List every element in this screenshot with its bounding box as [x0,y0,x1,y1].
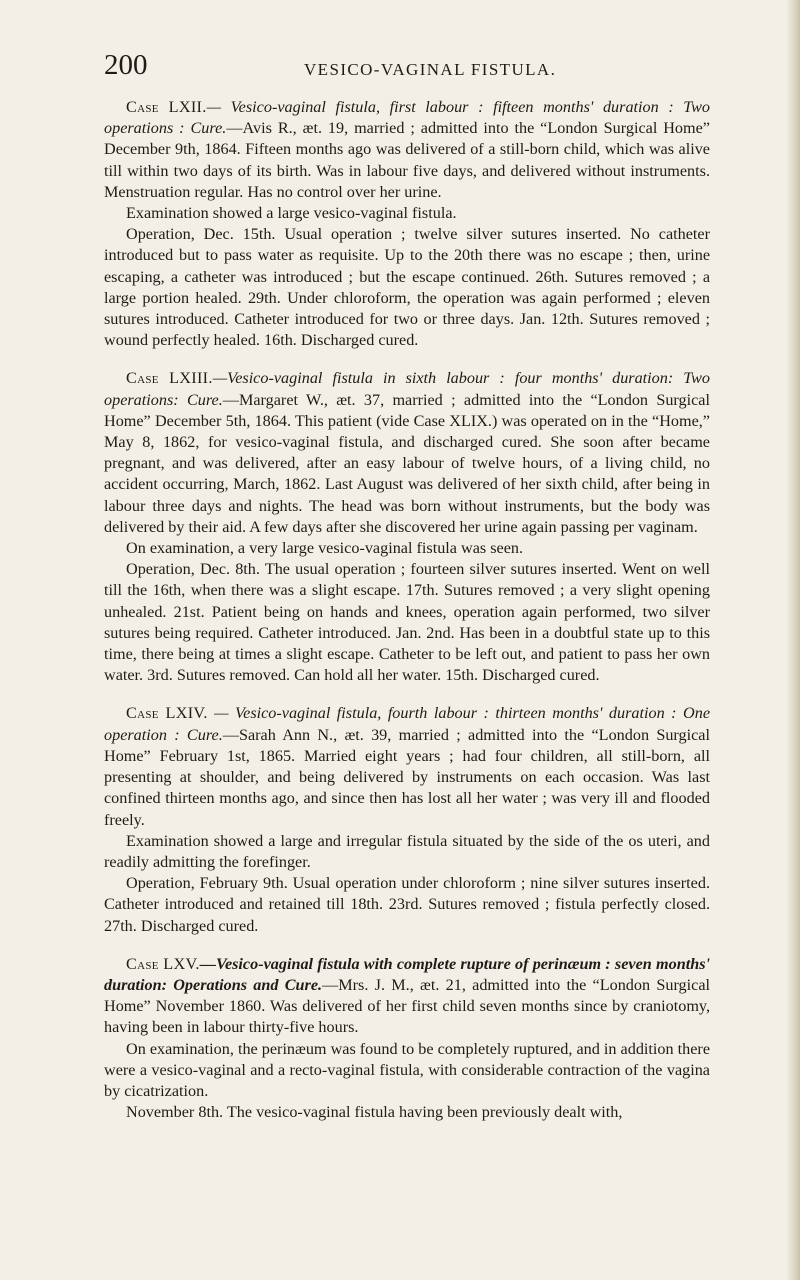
case-lxii [104,97,710,351]
case-lxiv [104,703,710,936]
case-paragraph [104,703,710,830]
case-paragraph [104,368,710,538]
running-head: VESICO-VAGINAL FISTULA. [304,60,557,79]
case-heading: Case LXIV. [126,704,208,723]
case-paragraph: Operation, Dec. 8th. The usual operation ; fourteen silver sutures inserted. Went on well till the 16th, when there was a slight escape. 17th. Sutures removed ; a very slight opening unhealed. 21st. Patient being on hands and knees, operation again performed, two silver sutures being required. Catheter introduced. Jan. 2nd. Has been in a doubtful state up to this time, there being at times a slight escape. Catheter to be left out, and patient to pass her own water. 3rd. Sutures removed. Can hold all her water. 15th. Discharged cured. [104,560,710,685]
body-text [104,97,710,1140]
case-lxv [104,954,710,1124]
case-heading: Case LXV. [126,954,200,973]
case-lxiii [104,368,710,686]
case-paragraph: On examination, the perinæum was found to be completely ruptured, and in addition there were a vesico-vaginal and a recto-vaginal fistula, with considerable contraction of the vagina by cicatrization. [104,1039,710,1100]
case-paragraph: Examination showed a large and irregular fistula situated by the side of the os uteri, and readily admitting the forefinger. [104,831,710,871]
case-heading: Case LXIII. [126,369,213,388]
case-title: — Vesico-vaginal fistula, fourth labour : thirteen months' duration : One operation : Cure. [104,704,710,744]
case-paragraph: Operation, Dec. 15th. Usual operation ; twelve silver sutures inserted. No catheter introduced but to pass water as requisite. Up to the 20th there was no escape ; then, urine escaping, a catheter was introduced ; but the escape continued. 26th. Sutures removed ; a large portion healed. 29th. Under chloroform, the operation was again performed ; eleven sutures introduced. Catheter introduced for two or three days. Jan. 12th. Sutures removed ; wound perfectly healed. 16th. Discharged cured. [104,225,710,350]
page-edge-shadow [786,0,800,1280]
case-paragraph: November 8th. The vesico-vaginal fistula having been previously dealt with, [126,1103,623,1122]
case-text: —Avis R., æt. 19, married ; admitted into the “London Surgical Home” December 9th, 1864. Fifteen months ago was delivered of a still-born child, which was alive till within two days of its birth. Was in labour five days, and delivered without instruments. Menstruation regular. Has no control over her urine. [104,119,710,201]
case-paragraph [104,97,710,203]
page-header [104,50,724,90]
case-text: —Mrs. J. M., æt. 21, admitted into the “London Surgical Home” November 1860. Was delivered of her first child seven months since by craniotomy, having been in labour thirty-five hours. [104,975,710,1037]
case-title: —Vesico-vaginal fistula in sixth labour : four months' duration: Two operations: Cure. [104,369,710,409]
case-text: —Sarah Ann N., æt. 39, married ; admitted into the “London Surgical Home” February 1st, 1865. Married eight years ; had four children, all still-born, all presenting at shoulder, and being delivered by instruments on each occasion. Was last confined thirteen months ago, and since then has lost all her water ; was very ill and flooded freely. [104,725,710,829]
case-paragraph: Operation, February 9th. Usual operation under chloroform ; nine silver sutures inserted. Catheter introduced and retained till 18th. 23rd. Sutures removed ; fistula perfectly closed. 27th. Discharged cured. [104,874,710,935]
case-paragraph [104,954,710,1039]
page-number: 200 [104,49,148,81]
case-text: —Margaret W., æt. 37, married ; admitted into the “London Surgical Home” December 5th, 1864. This patient (vide Case XLIX.) was operated on in the “Home,” May 8, 1862, for vesico-vaginal fistula, and discharged cured. She soon after became pregnant, and was delivered, after an easy labour of twelve hours, of a living child, no accident occurring, March, 1862. Last August was delivered of her sixth child, after being in labour three days and nights. The head was born without instruments, but the body was delivered by their aid. A few days after she discovered her urine again passing per vaginam. [104,390,710,536]
case-title: — Vesico-vaginal fistula, first labour : fifteen months' duration : Two operations : Cure. [104,98,710,138]
case-heading: Case LXII. [126,98,207,116]
case-paragraph: Examination showed a large vesico-vaginal fistula. [126,204,457,223]
case-title: —Vesico-vaginal fistula with complete rupture of perinæum : seven months' duration: Operations and Cure. [104,954,710,994]
case-paragraph: On examination, a very large vesico-vaginal fistula was seen. [126,539,524,558]
